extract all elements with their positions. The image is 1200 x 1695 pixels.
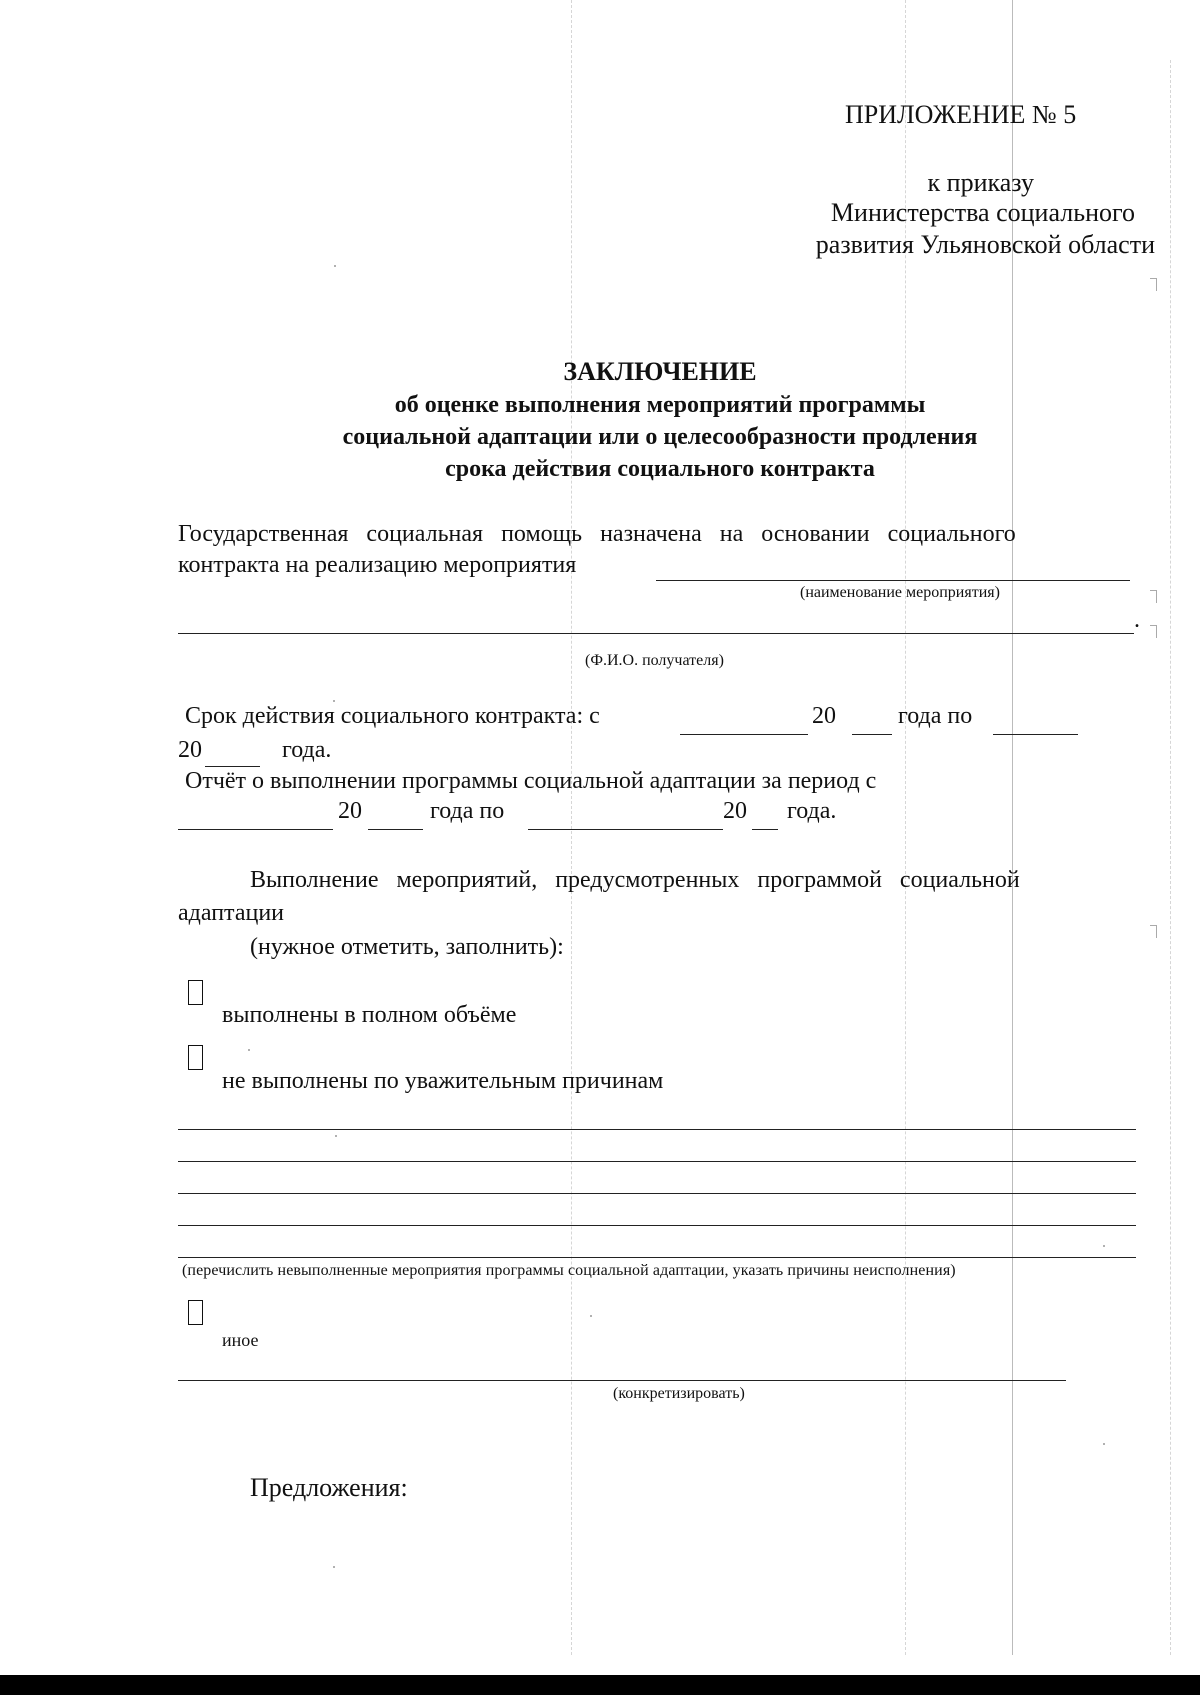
order-reference-line3: развития Ульяновской области (815, 230, 1155, 259)
appendix-number: ПРИЛОЖЕНИЕ № 5 (845, 100, 1077, 129)
contract-start-date-field[interactable] (680, 734, 808, 735)
contract-end-date-field[interactable] (993, 734, 1078, 735)
reasons-caption: (перечислить невыполненные мероприятия программы социальной адаптации, указать причины неисполнения) (182, 1262, 956, 1279)
report-end-year-field[interactable] (752, 829, 778, 830)
report-start-year-prefix: 20 (338, 798, 362, 824)
report-end-year-prefix: 20 (723, 798, 747, 824)
reasons-field-line2[interactable] (178, 1161, 1136, 1162)
recipient-name-field[interactable] (178, 633, 1134, 634)
option-other-checkbox[interactable] (188, 1300, 203, 1325)
basis-text-line1: Государственная социальная помощь назначена на основании социального (178, 521, 1016, 547)
report-start-date-field[interactable] (178, 829, 333, 830)
document-subtitle-line3: срока действия социального контракта (445, 456, 875, 482)
other-specify-caption: (конкретизировать) (613, 1385, 745, 1402)
recipient-name-caption: (Ф.И.О. получателя) (585, 652, 724, 669)
document-subtitle-line1: об оценке выполнения мероприятий программы (394, 392, 926, 418)
report-start-year-field[interactable] (368, 829, 423, 830)
report-period-label: Отчёт о выполнении программы социальной адаптации за период с (185, 768, 877, 794)
contract-start-year-prefix: 20 (812, 703, 836, 729)
order-reference-line1: к приказу (927, 168, 1034, 197)
option-full-label: выполнены в полном объёме (222, 1002, 517, 1028)
contract-end-year-field[interactable] (205, 766, 260, 767)
reasons-field-line4[interactable] (178, 1225, 1136, 1226)
basis-text-line2: контракта на реализацию мероприятия (178, 552, 577, 578)
event-name-field[interactable] (656, 580, 1130, 581)
contract-end-year-prefix: 20 (178, 737, 202, 763)
scan-fold-line (571, 0, 572, 1655)
contract-period-label: Срок действия социального контракта: с (185, 703, 600, 729)
option-not-checkbox[interactable] (188, 1045, 203, 1070)
document-subtitle-line2: социальной адаптации или о целесообразности продления (342, 424, 978, 450)
order-reference-line2: Министерства социального (830, 198, 1135, 227)
scan-edge-mark (1150, 625, 1157, 638)
scan-edge-mark (1150, 925, 1157, 938)
recipient-line-end-dot: . (1134, 607, 1140, 633)
execution-intro-line1: Выполнение мероприятий, предусмотренных программой социальной (250, 867, 1020, 893)
contract-start-year-field[interactable] (852, 734, 892, 735)
reasons-field-line1[interactable] (178, 1129, 1136, 1130)
option-not-label: не выполнены по уважительным причинам (222, 1068, 664, 1094)
report-to-label: года по (430, 798, 505, 824)
event-name-caption: (наименование мероприятия) (800, 584, 1000, 601)
option-other-label: иное (222, 1330, 259, 1350)
scan-edge-mark (1150, 278, 1157, 291)
proposals-label: Предложения: (250, 1473, 408, 1502)
contract-end-year-suffix: года. (282, 737, 332, 763)
reasons-field-line5[interactable] (178, 1257, 1136, 1258)
scan-fold-line (1170, 60, 1171, 1655)
option-full-checkbox[interactable] (188, 980, 203, 1005)
document-title: ЗАКЛЮЧЕНИЕ (563, 357, 757, 386)
other-specify-field[interactable] (178, 1380, 1066, 1381)
contract-to-label: года по (898, 703, 973, 729)
reasons-field-line3[interactable] (178, 1193, 1136, 1194)
execution-instruction: (нужное отметить, заполнить): (250, 934, 564, 960)
report-end-year-suffix: года. (787, 798, 837, 824)
execution-intro-line2: адаптации (178, 900, 285, 926)
scan-bottom-edge (0, 1675, 1200, 1695)
scan-edge-mark (1150, 590, 1157, 603)
report-end-date-field[interactable] (528, 829, 723, 830)
